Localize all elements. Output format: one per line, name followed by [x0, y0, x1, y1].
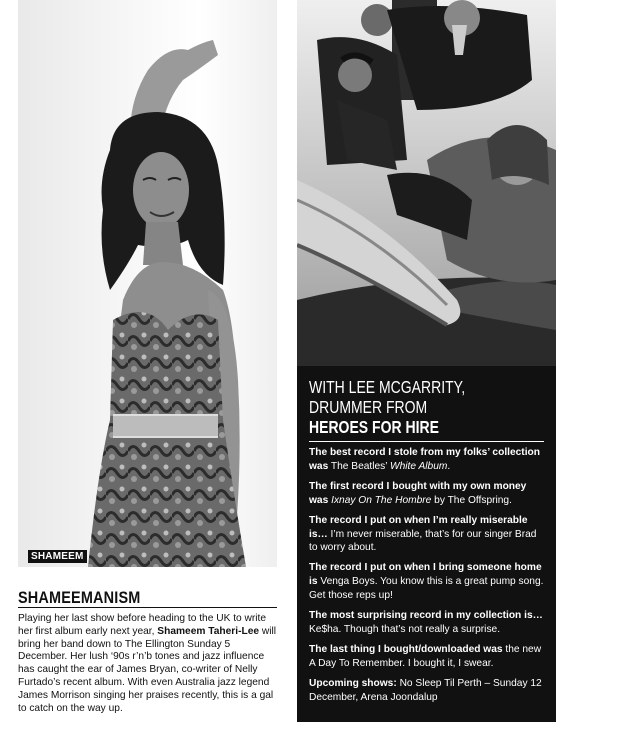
title-divider — [309, 441, 544, 442]
article-body — [18, 613, 282, 715]
feature-title — [309, 377, 501, 437]
shameem-photo — [18, 0, 277, 567]
title-line-3: HEROES FOR HIRE — [309, 417, 439, 437]
article-body-intro: Playing her last show before heading to the UK to write her first album early next year, — [18, 613, 267, 637]
qa-item: The best record I stole from my folks’ collection was The Beatles’ White Album. — [309, 447, 540, 472]
qa-item: The record I put on when I’m really miserable is… I’m never miserable, that’s for our singer Brad to worry about. — [309, 514, 537, 554]
qa-item: The record I put on when I bring someone home is Venga Boys. You know this is a great pump song. Get those reps up! — [309, 562, 544, 602]
article-body-name: Shameem Taheri-Lee — [157, 625, 260, 637]
photo-credit: SHAMEEM — [28, 550, 87, 563]
article-body-rest: will bring her band down to The Ellington Sunday 5 December. Her lush ‘90s r’n’b tones and jazz influence has caught the ear of James Bryan, co-writer of Nelly Furtado’s recent album. With even Australia jazz legend James Morrison singing her praises recently, this is a gal to catch on the way up. — [18, 625, 277, 714]
article-heading: SHAMEEMANISM — [18, 588, 141, 607]
qa-item: The most surprising record in my collection is… Ke$ha. Though that’s not really a surprise. — [309, 610, 543, 635]
title-line-2: DRUMMER FROM — [309, 397, 428, 417]
band-photo — [297, 0, 556, 366]
heading-divider — [18, 607, 277, 608]
qa-item: Upcoming shows: No Sleep Til Perth – Sunday 12 December, Arena Joondalup — [309, 677, 542, 703]
qa-item: The first record I bought with my own money was Ixnay On The Hombre by The Offspring. — [309, 480, 527, 506]
title-line-1: WITH LEE MCGARRITY, — [309, 377, 466, 397]
shameem-photo-illustration — [18, 0, 277, 567]
band-photo-illustration — [297, 0, 556, 366]
feature-panel — [297, 0, 556, 722]
qa-item: The last thing I bought/downloaded was the new A Day To Remember. I bought it, I swear. — [309, 644, 542, 669]
qa-list — [309, 446, 546, 711]
